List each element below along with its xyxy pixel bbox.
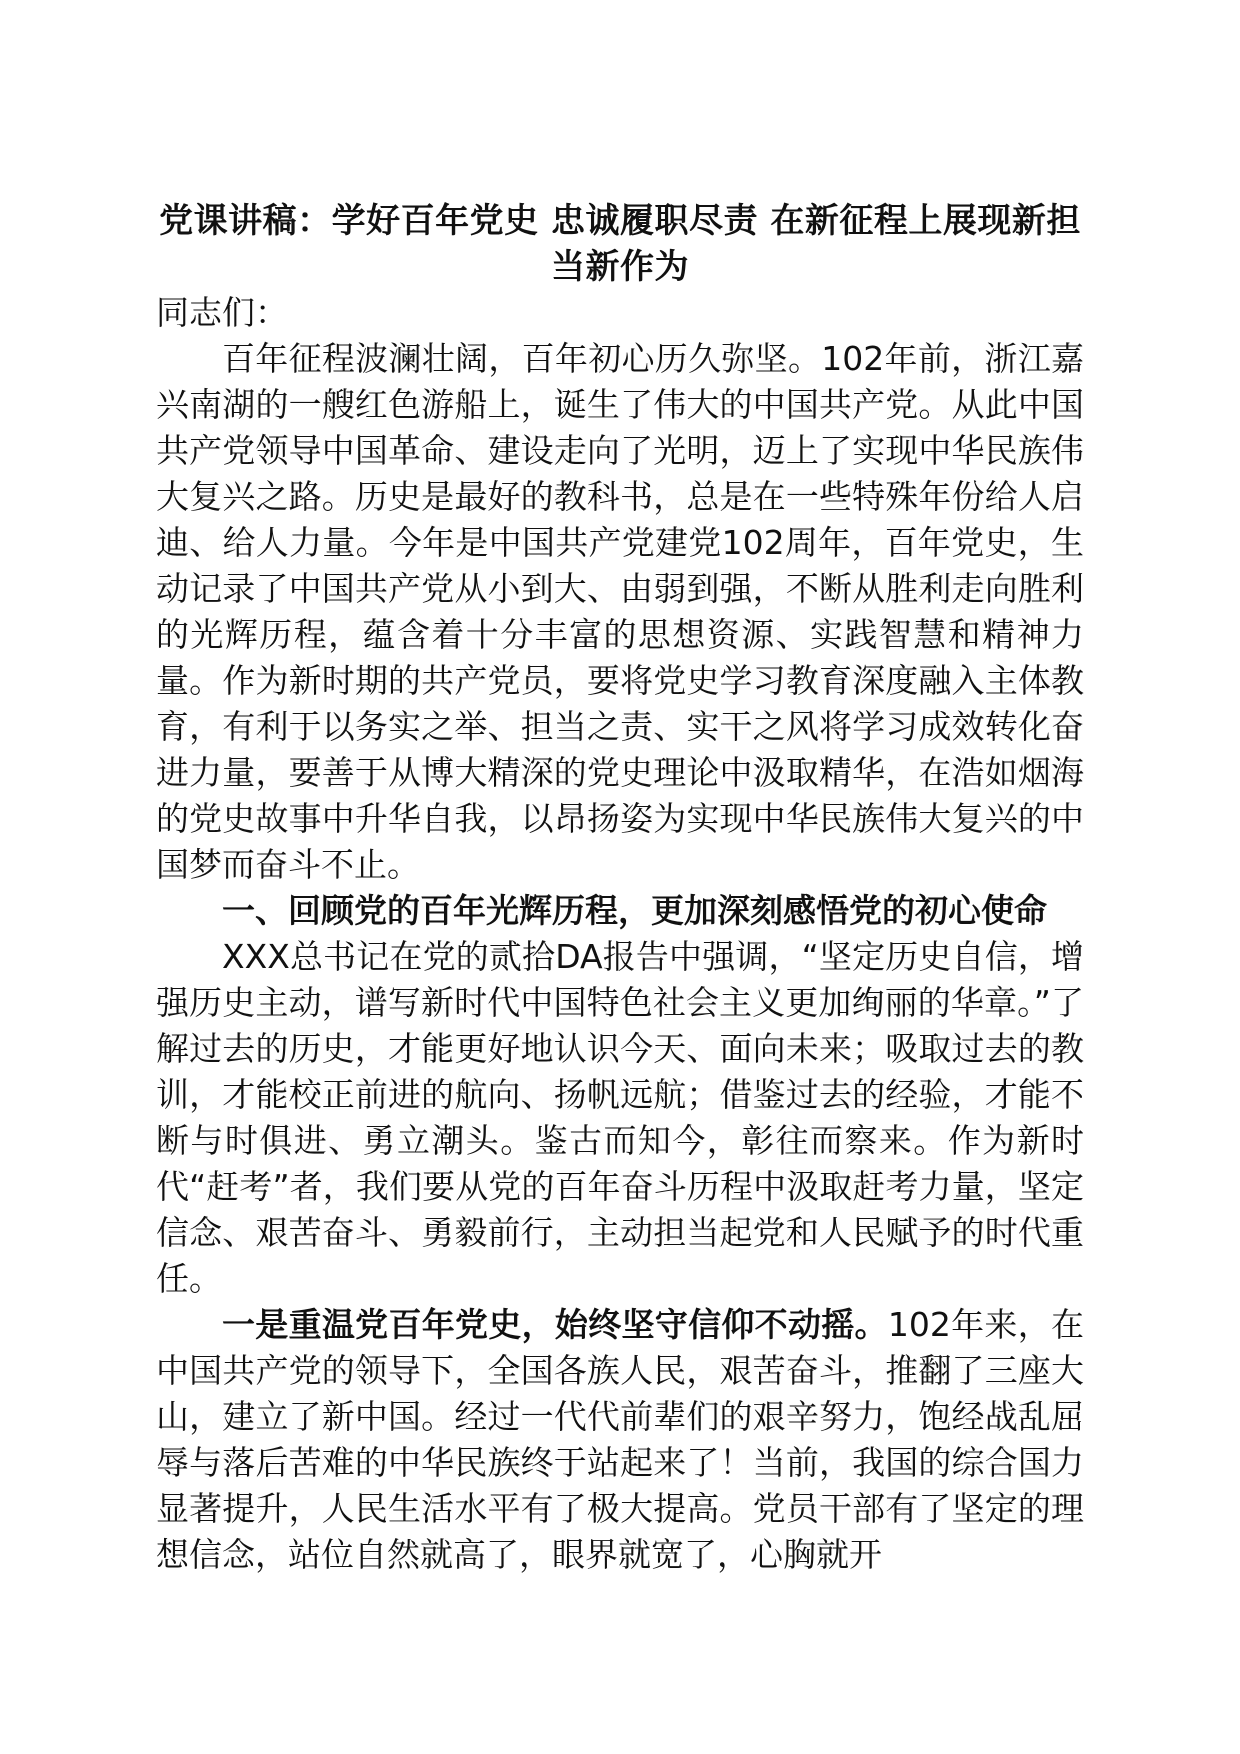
document-page	[156, 198, 1084, 1578]
document-title: 党课讲稿：学好百年党史 忠诚履职尽责 在新征程上展现新担当新作为	[159, 201, 1081, 287]
paragraph	[156, 1302, 1084, 1578]
paragraph: 百年征程波澜壮阔，百年初心历久弥坚。102年前，浙江嘉兴南湖的一艘红色游船上，诞生了伟大的中国共产党。从此中国共产党领导中国革命、建设走向了光明，迈上了实现中华民族伟大复兴之路。历史是最好的教科书，总是在一些特殊年份给人启迪、给人力量。今年是中国共产党建党102周年，百年党史，生动记录了中国共产党从小到大、由弱到强，不断从胜利走向胜利的光辉历程，蕴含着十分丰富的思想资源、实践智慧和精神力量。作为新时期的共产党员，要将党史学习教育深度融入主体教育，有利于以务实之举、担当之责、实干之风将学习成效转化奋进力量，要善于从博大精深的党史理论中汲取精华，在浩如烟海的党史故事中升华自我，以昂扬姿为实现中华民族伟大复兴的中国梦而奋斗不止。	[156, 339, 1084, 884]
section-heading: 一、回顾党的百年光辉历程，更加深刻感悟党的初心使命	[222, 891, 1047, 930]
paragraph-lead: 一是重温党百年党史，始终坚守信仰不动摇。	[222, 1305, 888, 1344]
salutation: 同志们：	[156, 293, 288, 332]
paragraph-body: 102年来，在中国共产党的领导下，全国各族人民，艰苦奋斗，推翻了三座大山，建立了新中国。经过一代代前辈们的艰辛努力，饱经战乱屈辱与落后苦难的中华民族终于站起来了！当前，我国的综合国力显著提升，人民生活水平有了极大提高。党员干部有了坚定的理想信念，站位自然就高了，眼界就宽了，心胸就开	[156, 1305, 1084, 1574]
paragraph: XXX总书记在党的贰拾DA报告中强调，“坚定历史自信，增强历史主动，谱写新时代中国特色社会主义更加绚丽的华章。”了解过去的历史，才能更好地认识今天、面向未来；吸取过去的教训，才能校正前进的航向、扬帆远航；借鉴过去的经验，才能不断与时俱进、勇立潮头。鉴古而知今，彰往而察来。作为新时代“赶考”者，我们要从党的百年奋斗历程中汲取赶考力量，坚定信念、艰苦奋斗、勇毅前行，主动担当起党和人民赋予的时代重任。	[156, 937, 1084, 1298]
